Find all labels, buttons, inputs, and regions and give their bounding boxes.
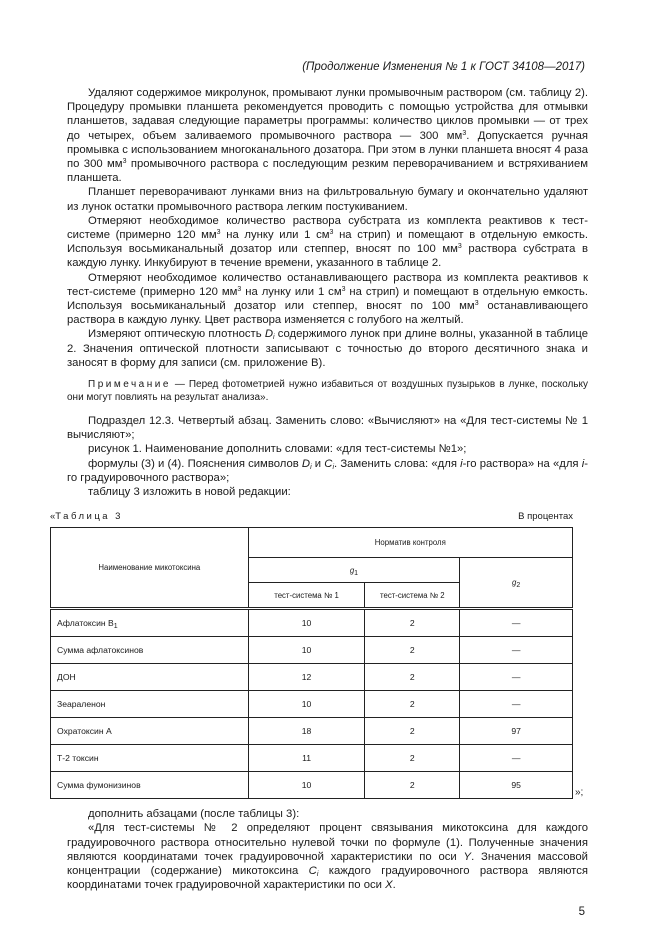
superscript: 3 <box>216 229 221 237</box>
text-run: Отмеряют необходимое количество останавливающего раствора из комплекта реактивов к тест-системе (примерно 120 мм <box>67 271 588 298</box>
body-bottom <box>67 807 588 892</box>
text-run: . Заменить слова: «для <box>334 457 461 470</box>
paragraphs-bottom <box>67 807 588 892</box>
text-run: . Допускается ручная промывка с использованием многоканального дозатора. При этом в лунки планшета вносят 4 раза по 300 мм <box>67 129 588 171</box>
header-g1 <box>248 558 460 583</box>
paragraph <box>67 442 588 456</box>
header-g2 <box>460 558 573 609</box>
text-run: дополнить абзацами (после таблицы 3): <box>88 808 300 821</box>
text-run: D <box>301 457 311 470</box>
cell-s1: 10 <box>248 609 365 637</box>
cell-g2: — <box>460 637 573 664</box>
cell-g2: — <box>460 609 573 637</box>
text-run: останавливающего раствора в каждую лунку. Цвет раствора изменяется с голубого на желтый. <box>67 300 588 327</box>
cell-s2: 2 <box>365 664 460 691</box>
table-wrapper <box>50 527 584 799</box>
paragraph <box>67 485 588 499</box>
paragraph <box>67 86 588 185</box>
text-run: i <box>581 457 585 470</box>
cell-s1: 10 <box>248 637 365 664</box>
text-run: -го градуировочного раствора»; <box>67 457 588 484</box>
table-row <box>51 609 573 637</box>
text-run: D <box>264 328 273 341</box>
paragraphs-mid <box>67 414 588 499</box>
mycotoxin-name: ДОН <box>57 672 76 683</box>
table-row <box>51 664 573 691</box>
paragraph <box>67 271 588 328</box>
table-title: Таблица 3 <box>55 511 123 523</box>
text-run: на стрип) и помещают в отдельную емкость. Используя восьмиканальный дозатор или степпер, вносят по 100 мм <box>67 229 588 256</box>
superscript: 3 <box>329 229 334 237</box>
body-top <box>67 86 588 499</box>
g1-subscript: 1 <box>354 569 359 577</box>
table-row <box>51 718 573 745</box>
subscript: i <box>316 871 319 879</box>
text-run: рисунок 1. Наименование дополнить словами: «для тест-системы №1»; <box>88 443 467 456</box>
paragraph <box>67 457 588 485</box>
table-row <box>51 772 573 799</box>
cell-s1: 11 <box>248 745 365 772</box>
table-row <box>51 691 573 718</box>
page-number: 5 <box>578 905 585 918</box>
header-system-2: тест-система № 2 <box>365 583 460 609</box>
note-label: Примечание <box>88 379 171 391</box>
superscript: 3 <box>237 285 242 293</box>
table-caption <box>50 511 573 523</box>
paragraph <box>67 185 588 213</box>
paragraph <box>67 214 588 271</box>
text-run: промывочного раствора с последующим резким переворачиванием и встряхиванием планшета. <box>67 158 589 185</box>
text-run: i <box>460 457 463 470</box>
mycotoxin-name: Зеараленон <box>57 699 106 710</box>
table-closing-quote: »; <box>575 787 584 799</box>
cell-s1: 18 <box>248 718 365 745</box>
text-run: C <box>324 457 333 470</box>
text-run: Y <box>463 850 472 863</box>
table-caption-left <box>50 511 123 523</box>
header-row-1 <box>51 528 573 558</box>
table-row <box>51 637 573 664</box>
text-run: на стрип) и помещают в отдельную емкость. Используя восьмиканальный дозатор или степпер, вносят по 100 мм <box>67 285 588 313</box>
text-run: -го раствора» на «для <box>462 457 582 470</box>
text-run: Подраздел 12.3. Четвертый абзац. Заменить слово: «Вычисляют» на «Для тест-системы № 1 вычисляют»; <box>67 415 588 442</box>
table-row <box>51 745 573 772</box>
superscript: 3 <box>462 129 467 137</box>
note-text: — Перед фотометрией нужно избавиться от воздушных пузырьков в лунке, поскольку они могут повлиять на результат анализа». <box>67 379 588 404</box>
mycotoxin-name: Афлатоксин B <box>57 618 114 629</box>
cell-g2: — <box>460 745 573 772</box>
mycotoxin-name: Охратоксин А <box>57 726 112 737</box>
mycotoxin-name: Сумма фумонизинов <box>57 780 141 791</box>
subscript: i <box>310 463 312 471</box>
running-header: (Продолжение Изменения № 1 к ГОСТ 34108—2017) <box>302 61 585 73</box>
text-run: Отмеряют необходимое количество раствора субстрата из комплекта реактивов к тест-системе (примерно 120 мм <box>67 214 588 242</box>
superscript: 3 <box>122 158 127 166</box>
subscript: i <box>272 334 275 342</box>
cell-mycotoxin <box>51 609 249 637</box>
table-units: В процентах <box>518 511 573 523</box>
text-run: и <box>311 457 325 470</box>
mycotoxin-subscript: 1 <box>113 623 118 631</box>
cell-mycotoxin <box>51 691 249 718</box>
cell-g2: 95 <box>460 772 573 799</box>
cell-mycotoxin <box>51 664 249 691</box>
text-run: формулы (3) и (4). Пояснения символов <box>88 457 302 470</box>
cell-mycotoxin <box>51 772 249 799</box>
cell-s1: 10 <box>248 691 365 718</box>
text-run: раствора субстрата в каждую лунку. Инкубируют в течение времени, указанного в таблице 2. <box>67 243 588 270</box>
cell-s1: 12 <box>248 664 365 691</box>
cell-s2: 2 <box>365 745 460 772</box>
text-run: . Значения массовой концентрации (содержание) микотоксина <box>67 850 588 878</box>
cell-s2: 2 <box>365 609 460 637</box>
table-body <box>51 609 573 799</box>
g2-subscript: 2 <box>516 582 521 590</box>
header-control-norm: Норматив контроля <box>248 528 572 558</box>
header-system-1: тест-система № 1 <box>248 583 365 609</box>
mycotoxin-table <box>50 527 573 799</box>
mycotoxin-name: Сумма афлатоксинов <box>57 645 144 656</box>
cell-mycotoxin <box>51 637 249 664</box>
text-run: X <box>385 879 393 892</box>
text-run: содержимого лунок при длине волны, указанной в таблице 2. Значения оптической плотности записывают с точностью до второго десятичного знака и заносят в форму для записи (см. приложение В). <box>67 328 588 369</box>
superscript: 3 <box>457 243 462 251</box>
text-run: Планшет переворачивают лунками вниз на фильтровальную бумагу и окончательно удаляют из лунок остатки промывочного раствора легким постукиванием. <box>67 186 588 213</box>
g1-symbol: g <box>349 565 355 575</box>
cell-s2: 2 <box>365 637 460 664</box>
cell-mycotoxin <box>51 745 249 772</box>
text-run: Измеряют оптическую плотность <box>88 328 265 341</box>
paragraph <box>67 414 588 442</box>
superscript: 3 <box>341 285 346 293</box>
superscript: 3 <box>474 300 479 308</box>
paragraph <box>67 327 588 370</box>
cell-g2: 97 <box>460 718 573 745</box>
mycotoxin-name: Т-2 токсин <box>57 753 99 764</box>
cell-s1: 10 <box>248 772 365 799</box>
cell-s2: 2 <box>365 772 460 799</box>
text-run: . <box>392 879 396 892</box>
text-run: на лунку или 1 см <box>220 229 330 242</box>
text-run: каждого градуировочного раствора являются координатами точек градуировочной характеристики по оси <box>67 865 588 892</box>
text-run: Удаляют содержимое микролунок, промывают лунки промывочным раствором (см. таблицу 2). Процедуру промывки планшета рекомендуется проводить с помощью устройства для отмывки планшетов, задавая следующие параметры программы: количество циклов промывки — от трех до четырех, объем заливаемого промывочного раствора — 300 мм <box>67 87 588 142</box>
text-run: таблицу 3 изложить в новой редакции: <box>88 486 291 499</box>
cell-mycotoxin <box>51 718 249 745</box>
note <box>67 378 588 404</box>
paragraphs-top <box>67 86 588 370</box>
text-run: C <box>308 865 317 878</box>
text-run: на лунку или 1 см <box>241 285 342 298</box>
cell-s2: 2 <box>365 718 460 745</box>
cell-s2: 2 <box>365 691 460 718</box>
subscript: i <box>332 463 335 471</box>
header-mycotoxin-name: Наименование микотоксина <box>51 528 249 609</box>
paragraph <box>67 821 588 892</box>
g2-symbol: g <box>511 578 517 588</box>
cell-g2: — <box>460 664 573 691</box>
caption-quote: « <box>50 511 56 523</box>
text-run: «Для тест-системы № 2 определяют процент связывания микотоксина для каждого градуировочного раствора относительно нулевой точки по формуле (1). Полученные значения являются координатами точек градуировочной характеристики по оси <box>67 822 588 863</box>
cell-g2: — <box>460 691 573 718</box>
paragraph <box>67 807 588 821</box>
